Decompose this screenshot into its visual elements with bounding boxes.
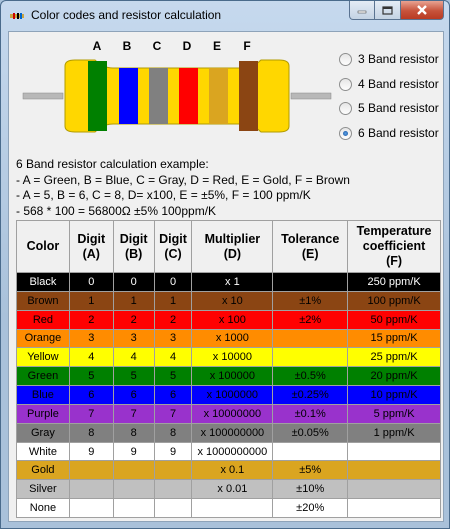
table-row [17, 367, 441, 386]
header-line: Digit [159, 231, 187, 246]
cell-digit-a: 4 [69, 348, 113, 367]
table-row [17, 404, 441, 423]
cell-tolerance: ±5% [273, 461, 348, 480]
cell-digit-b: 2 [113, 310, 154, 329]
radio-dot[interactable] [339, 127, 352, 140]
cell-digit-c: 0 [154, 273, 192, 292]
table-row [17, 386, 441, 405]
cell-digit-c [154, 480, 192, 499]
cell-multiplier [192, 499, 273, 518]
cell-digit-b [113, 480, 154, 499]
cell-tolerance [273, 329, 348, 348]
example-line: 6 Band resistor calculation example: [16, 157, 209, 171]
cell-temperature-coefficient [348, 499, 441, 518]
band-label-c: C [152, 39, 162, 53]
example-line: - A = Green, B = Blue, C = Gray, D = Red, E = Gold, F = Brown [16, 172, 350, 187]
cell-color: Blue [17, 386, 70, 405]
maximize-button[interactable] [375, 1, 401, 20]
cell-digit-b: 8 [113, 423, 154, 442]
header-line: Multiplier [204, 231, 261, 246]
cell-temperature-coefficient: 20 ppm/K [348, 367, 441, 386]
column-header-digit-a [69, 221, 113, 273]
cell-temperature-coefficient: 1 ppm/K [348, 423, 441, 442]
table-row [17, 291, 441, 310]
cell-digit-a: 1 [69, 291, 113, 310]
cell-temperature-coefficient [348, 461, 441, 480]
column-header-temperature-coefficient [348, 221, 441, 273]
header-line: coefficient [362, 239, 426, 253]
cell-temperature-coefficient [348, 480, 441, 499]
cell-tolerance [273, 348, 348, 367]
cell-digit-a: 0 [69, 273, 113, 292]
cell-tolerance: ±2% [273, 310, 348, 329]
table-row [17, 499, 441, 518]
cell-color: None [17, 499, 70, 518]
cell-digit-b: 9 [113, 442, 154, 461]
cell-multiplier: x 10000000 [192, 404, 273, 423]
cell-digit-b: 5 [113, 367, 154, 386]
cell-digit-a [69, 499, 113, 518]
band-label-f: F [243, 39, 251, 53]
cell-temperature-coefficient: 15 ppm/K [348, 329, 441, 348]
header-line: (C) [164, 246, 182, 261]
cell-digit-c: 9 [154, 442, 192, 461]
table-row [17, 273, 441, 292]
cell-color: White [17, 442, 70, 461]
cell-color: Purple [17, 404, 70, 423]
cell-multiplier: x 0.01 [192, 480, 273, 499]
cell-tolerance: ±0.25% [273, 386, 348, 405]
example-line: - 568 * 100 = 56800Ω ±5% 100ppm/K [16, 203, 217, 218]
cell-multiplier: x 0.1 [192, 461, 273, 480]
radio-5-band[interactable] [339, 100, 439, 116]
app-icon [10, 9, 24, 23]
band-label-e: E [212, 39, 221, 53]
minimize-button[interactable] [349, 1, 375, 20]
cell-temperature-coefficient: 50 ppm/K [348, 310, 441, 329]
cell-tolerance: ±1% [273, 291, 348, 310]
header-line: Temperature [356, 224, 432, 238]
close-icon [416, 5, 428, 15]
cell-multiplier: x 10000 [192, 348, 273, 367]
band-e [209, 68, 228, 124]
cell-digit-a: 9 [69, 442, 113, 461]
cell-tolerance: ±20% [273, 499, 348, 518]
cell-temperature-coefficient: 100 ppm/K [348, 291, 441, 310]
radio-label: 6 Band resistor [358, 126, 439, 140]
table-row [17, 329, 441, 348]
cell-digit-a [69, 480, 113, 499]
resistor-diagram [17, 36, 337, 146]
cell-tolerance: ±10% [273, 480, 348, 499]
cell-temperature-coefficient [348, 442, 441, 461]
column-header-tolerance [273, 221, 348, 273]
cell-multiplier: x 10 [192, 291, 273, 310]
radio-dot[interactable] [339, 78, 352, 91]
cell-digit-b: 0 [113, 273, 154, 292]
band-d [179, 68, 198, 124]
cell-multiplier: x 100000000 [192, 423, 273, 442]
table-row [17, 423, 441, 442]
cell-digit-a: 2 [69, 310, 113, 329]
header-line: (E) [301, 246, 319, 261]
band-label-b: B [122, 39, 132, 53]
cell-digit-c [154, 461, 192, 480]
cell-digit-b [113, 499, 154, 518]
cell-digit-c: 7 [154, 404, 192, 423]
cell-color: Gray [17, 423, 70, 442]
radio-label: 4 Band resistor [358, 77, 439, 91]
cell-digit-c: 4 [154, 348, 192, 367]
cell-tolerance [273, 442, 348, 461]
table-body [17, 273, 441, 518]
cell-digit-a: 7 [69, 404, 113, 423]
cell-digit-b: 3 [113, 329, 154, 348]
cell-multiplier: x 1000 [192, 329, 273, 348]
cell-digit-a: 3 [69, 329, 113, 348]
minimize-icon [357, 6, 367, 14]
column-header-color [17, 221, 70, 273]
radio-6-band[interactable] [339, 125, 439, 141]
maximize-icon [382, 6, 393, 15]
cell-color: Orange [17, 329, 70, 348]
band-c [149, 68, 168, 124]
band-f [239, 61, 258, 131]
header-line: Color [26, 239, 60, 253]
close-button[interactable] [401, 1, 444, 20]
cell-multiplier: x 100000 [192, 367, 273, 386]
cell-tolerance: ±0.5% [273, 367, 348, 386]
header-line: (F) [386, 254, 403, 268]
band-a [88, 61, 107, 131]
radio-4-band[interactable] [339, 76, 439, 92]
cell-digit-a: 6 [69, 386, 113, 405]
header-line: Digit [119, 231, 148, 246]
table-header-row [17, 221, 441, 273]
cell-digit-c: 1 [154, 291, 192, 310]
cell-color: Black [17, 273, 70, 292]
cell-color: Silver [17, 480, 70, 499]
lead-left [23, 93, 63, 99]
cell-digit-b: 4 [113, 348, 154, 367]
radio-label: 3 Band resistor [358, 52, 439, 66]
cell-tolerance: ±0.1% [273, 404, 348, 423]
main-panel [8, 31, 444, 522]
header-line: Digit [77, 231, 106, 246]
band-b [119, 68, 138, 124]
cell-digit-c: 2 [154, 310, 192, 329]
cell-digit-a: 5 [69, 367, 113, 386]
radio-label: 5 Band resistor [358, 101, 439, 115]
band-label-a: A [92, 39, 102, 53]
header-line: Tolerance [281, 231, 340, 246]
cell-digit-c: 3 [154, 329, 192, 348]
window-title: Color codes and resistor calculation [31, 8, 222, 22]
cell-multiplier: x 1 [192, 273, 273, 292]
band-label-d: D [182, 39, 192, 53]
cell-digit-c [154, 499, 192, 518]
cell-multiplier: x 1000000 [192, 386, 273, 405]
cell-multiplier: x 1000000000 [192, 442, 273, 461]
table-row [17, 442, 441, 461]
cell-color: Yellow [17, 348, 70, 367]
cell-temperature-coefficient: 10 ppm/K [348, 386, 441, 405]
cell-digit-c: 6 [154, 386, 192, 405]
column-header-multiplier [192, 221, 273, 273]
example-line: - A = 5, B = 6, C = 8, D= x100, E = ±5%, F = 100 ppm/K [16, 188, 311, 202]
header-line: (A) [82, 246, 100, 261]
color-code-table [16, 220, 441, 518]
cell-digit-b: 6 [113, 386, 154, 405]
cell-temperature-coefficient: 250 ppm/K [348, 273, 441, 292]
radio-dot[interactable] [339, 102, 352, 115]
cell-digit-b: 1 [113, 291, 154, 310]
column-header-digit-b [113, 221, 154, 273]
table-row [17, 348, 441, 367]
cell-digit-b: 7 [113, 404, 154, 423]
lead-right [291, 93, 331, 99]
cell-color: Brown [17, 291, 70, 310]
table-row [17, 461, 441, 480]
cell-digit-a [69, 461, 113, 480]
header-line: (B) [124, 246, 143, 261]
table-row [17, 480, 441, 499]
radio-3-band[interactable] [339, 51, 439, 67]
title-bar[interactable] [1, 1, 449, 31]
cell-tolerance [273, 273, 348, 292]
table-row [17, 310, 441, 329]
cell-digit-b [113, 461, 154, 480]
cell-digit-a: 8 [69, 423, 113, 442]
cell-color: Red [17, 310, 70, 329]
cell-digit-c: 8 [154, 423, 192, 442]
cell-tolerance: ±0.05% [273, 423, 348, 442]
example-text [16, 157, 350, 219]
header-line: (D) [223, 246, 242, 261]
cell-temperature-coefficient: 5 ppm/K [348, 404, 441, 423]
cell-multiplier: x 100 [192, 310, 273, 329]
column-header-digit-c [154, 221, 192, 273]
radio-dot[interactable] [339, 53, 352, 66]
cell-temperature-coefficient: 25 ppm/K [348, 348, 441, 367]
cell-digit-c: 5 [154, 367, 192, 386]
cell-color: Gold [17, 461, 70, 480]
cell-color: Green [17, 367, 70, 386]
